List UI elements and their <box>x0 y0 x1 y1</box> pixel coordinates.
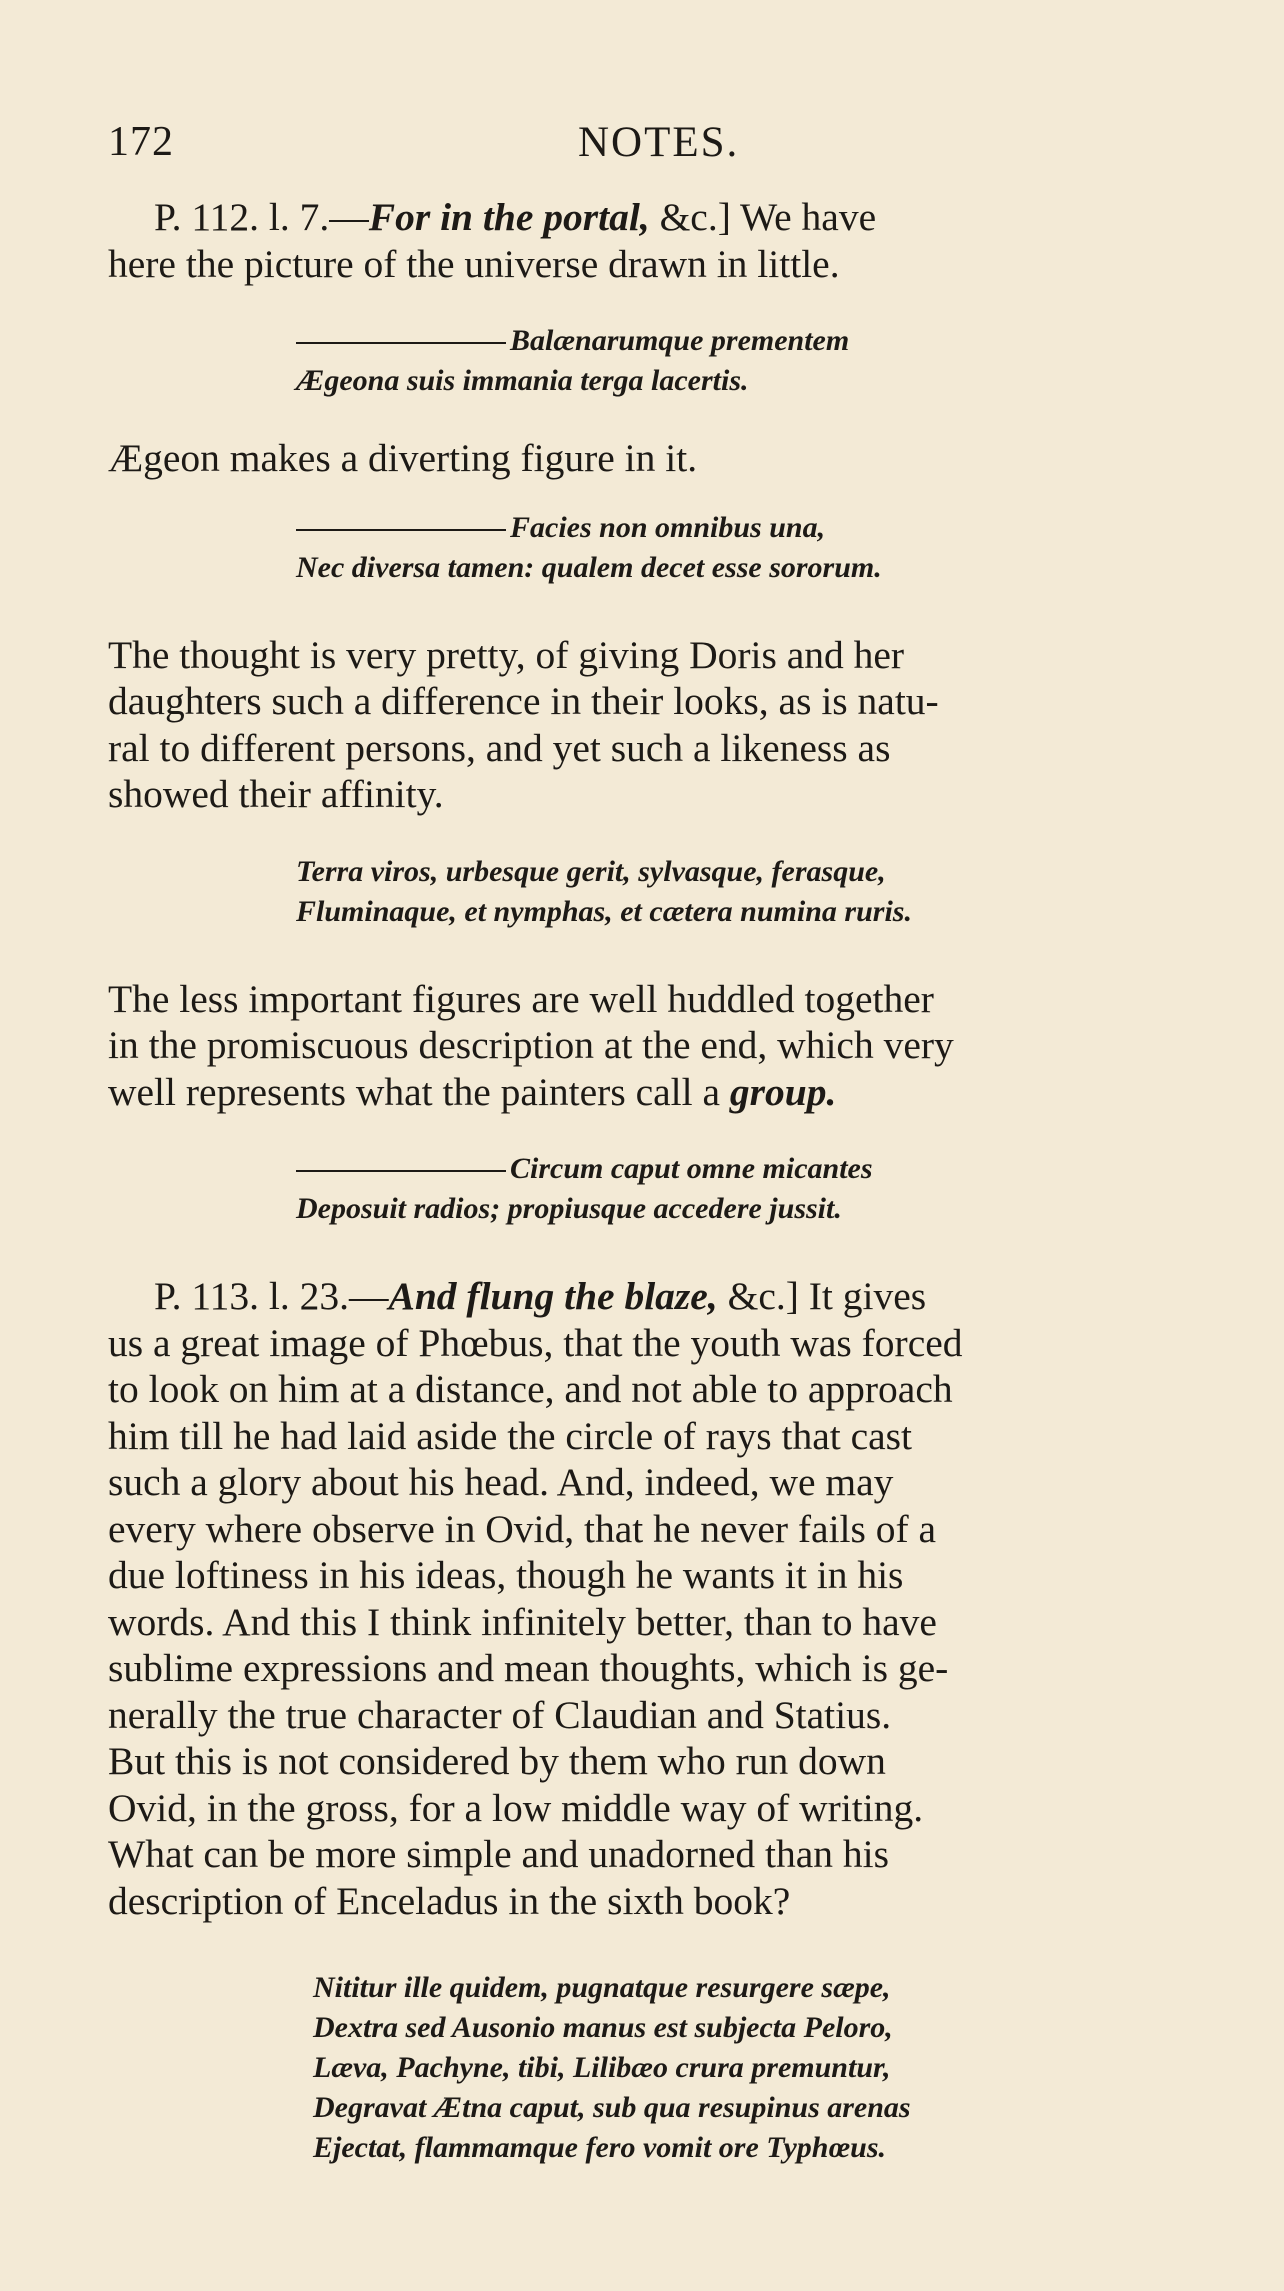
text-span: well represents what the painters call a <box>108 1069 730 1114</box>
page-header <box>108 118 1218 188</box>
text-line: us a great image of Phœbus, that the youth was forced <box>108 1320 963 1365</box>
text-span: &c.] It gives <box>717 1274 927 1318</box>
note-lemma: For in the portal, <box>368 195 650 239</box>
text-line: such a glory about his head. And, indeed, we may <box>108 1460 894 1504</box>
text-line: in the promiscuous description at the end, which very <box>108 1023 954 1067</box>
latin-quotation <box>108 852 1220 932</box>
verse-line: Fluminaque, et nymphas, et cætera numina ruris. <box>296 894 912 928</box>
text-line: every where observe in Ovid, that he never fails of a <box>108 1506 937 1551</box>
note-reference: P. 113. l. 23.— <box>154 1274 389 1318</box>
text-line: What can be more simple and unadorned than his <box>108 1832 889 1876</box>
text-line: him till he had laid aside the circle of rays that cast <box>108 1413 912 1458</box>
latin-quotation <box>108 508 1220 588</box>
text-line: description of Enceladus in the sixth book? <box>108 1878 791 1923</box>
verse-line <box>296 321 1220 361</box>
text-line: here the picture of the universe drawn in little. <box>108 241 840 286</box>
verse-line: Ejectat, flammamque fero vomit ore Typhœus. <box>313 2131 887 2164</box>
text-line: ral to different persons, and yet such a likeness as <box>108 725 891 770</box>
text-line: to look on him at a distance, and not able to approach <box>108 1367 953 1411</box>
verse-line: Terra viros, urbesque gerit, sylvasque, ferasque, <box>296 854 886 888</box>
text-line <box>108 194 1220 241</box>
omission-rule <box>296 342 506 344</box>
page-number: 172 <box>108 119 174 165</box>
text-line: daughters such a difference in their looks, as is natu- <box>108 679 939 723</box>
emphasis: group. <box>729 1069 837 1114</box>
note-p113-l23 <box>108 1273 1220 1924</box>
verse-line: Degravat Ætna caput, sub qua resupinus arenas <box>313 2091 911 2124</box>
verse-line: Nititur ille quidem, pugnatque resurgere sæpe, <box>313 1971 891 2004</box>
text-line: The less important figures are well huddled together <box>108 976 934 1021</box>
verse-text: Circum caput omne micantes <box>510 1152 873 1185</box>
text-line: Ovid, in the gross, for a low middle way of writing. <box>108 1785 924 1830</box>
text-line: showed their affinity. <box>108 772 444 816</box>
verse-text: Facies non omnibus una, <box>510 510 826 544</box>
text-line <box>108 1069 1220 1116</box>
verse-text: Balænarumque prementem <box>510 324 850 357</box>
note-reference: P. 112. l. 7.— <box>154 195 369 239</box>
verse-line: Nec diversa tamen: qualem decet esse sororum. <box>296 550 882 584</box>
paragraph <box>108 632 1220 818</box>
text-line: Ægeon makes a diverting figure in it. <box>108 436 698 480</box>
text-line: due loftiness in his ideas, though he wants it in his <box>108 1553 904 1597</box>
latin-quotation <box>108 1968 1220 2168</box>
text-line: nerally the true character of Claudian and Statius. <box>108 1692 892 1737</box>
page-body <box>108 190 1220 2168</box>
running-head: NOTES. <box>578 119 740 166</box>
text-line: sublime expressions and mean thoughts, which is ge- <box>108 1646 949 1690</box>
latin-quotation <box>108 321 1220 401</box>
verse-line: Dextra sed Ausonio manus est subjecta Peloro, <box>313 2011 893 2044</box>
verse-line <box>296 1149 1220 1189</box>
text-line: But this is not considered by them who run down <box>108 1739 886 1783</box>
paragraph <box>108 976 1220 1116</box>
text-line: The thought is very pretty, of giving Doris and her <box>108 632 905 677</box>
note-lemma: And flung the blaze, <box>388 1274 718 1318</box>
text-span: &c.] We have <box>649 195 877 239</box>
verse-line <box>296 508 1220 548</box>
verse-line: Deposuit radios; propiusque accedere jussit. <box>296 1192 842 1225</box>
note-p112-l7 <box>108 194 1220 287</box>
text-line <box>108 1273 1220 1320</box>
omission-rule <box>296 529 506 531</box>
text-line: words. And this I think infinitely better, than to have <box>108 1599 937 1644</box>
verse-line: Læva, Pachyne, tibi, Lilibæo crura premuntur, <box>313 2051 891 2084</box>
omission-rule <box>296 1170 506 1172</box>
paragraph <box>108 435 1220 482</box>
verse-line: Ægeona suis immania terga lacertis. <box>296 364 749 397</box>
latin-quotation <box>108 1149 1220 1229</box>
